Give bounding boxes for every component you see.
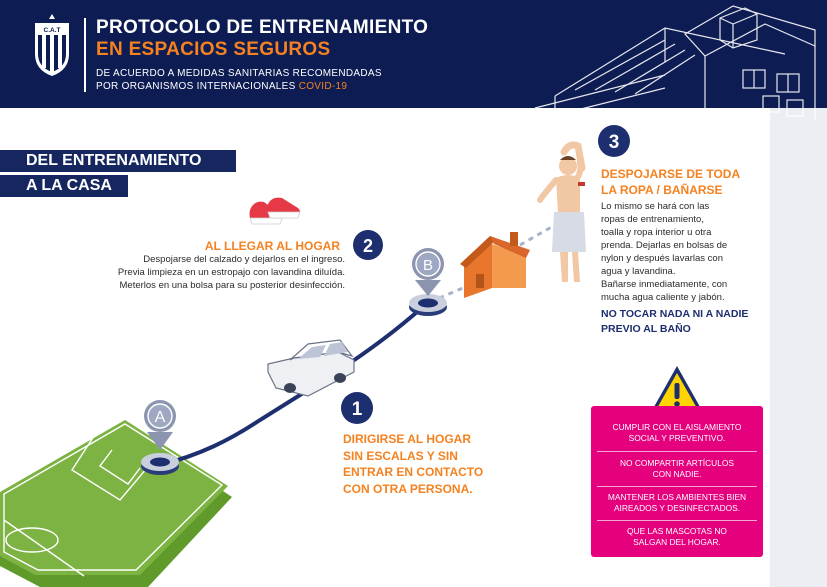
recommendation-item: MANTENER LOS AMBIENTES BIEN AIREADOS Y DESINFECTADOS. [607,492,747,513]
step-3-body-line: agua y lavandina. [601,266,676,277]
step-1-title [343,431,493,497]
end-point-base [409,294,447,316]
person-icon [540,145,586,282]
recommendation-divider [597,486,757,487]
home-icon [460,232,530,298]
step-1-title-line: ENTRAR EN CONTACTO [343,465,484,479]
recommendation-item: NO COMPARTIR ARTÍCULOS CON NADIE. [619,458,734,479]
svg-text:2: 2 [362,236,374,256]
step-2-body [60,253,345,292]
step-1-title-line: CON OTRA PERSONA. [343,481,473,496]
svg-text:3: 3 [608,132,620,153]
step-3-number [598,125,630,157]
title-line-2: EN ESPACIOS SEGUROS [96,39,331,60]
step-3-body-line: mucha agua caliente y jabón. [601,292,725,303]
pin-b-label: B [422,257,434,274]
step-2-body-line: Meterlos en una bolsa para su posterior desinfección. [119,280,345,291]
football-field-icon [0,420,232,587]
pin-b-icon [412,248,444,296]
recommendation-item: QUE LAS MASCOTAS NO SALGAN DEL HOGAR. [627,526,727,547]
no-touch-warning-line: PREVIO AL BAÑO [601,323,691,335]
step-2-number [353,230,383,260]
step-2-body-line: Despojarse del calzado y dejarlos en el ingreso. [143,254,345,265]
recommendation-item: CUMPLIR CON EL AISLAMIENTO SOCIAL Y PREVENTIVO. [612,422,742,443]
step-3-body [601,200,761,304]
start-point-base [141,453,179,475]
subtitle-prefix: POR ORGANISMOS INTERNACIONALES [96,81,296,92]
step-1-title-line: SIN ESCALAS Y SIN [343,448,458,463]
step-2-title: AL LLEGAR AL HOGAR [204,239,340,253]
step-1-number [341,392,373,424]
sneakers-icon [250,198,301,224]
car-icon [268,340,354,396]
step-3-title-line: DESPOJARSE DE TODA [601,167,741,181]
shield-text: C.A.T [43,27,61,34]
no-touch-warning-line: NO TOCAR NADA NI A NADIE [601,308,749,320]
step-1-title-line: DIRIGIRSE AL HOGAR [343,432,472,446]
step-3-title-line: LA ROPA / BAÑARSE [601,183,723,197]
covid-label: COVID-19 [298,81,348,92]
recommendation-divider [597,520,757,521]
recommendations-box [591,406,763,557]
step-3-body-line: prenda. Dejarlas en bolsas de [601,240,728,251]
svg-text:1: 1 [351,399,363,420]
no-touch-warning [601,307,761,337]
step-2-body-line: Previa limpieza en un estropajo con lavandina diluída. [117,267,345,278]
recommendation-divider [597,451,757,452]
pin-a-label: A [154,409,166,426]
step-3-body-line: nylon y después lavarlas con [601,253,723,264]
title-line-1: PROTOCOLO DE ENTRENAMIENTO [96,17,429,38]
step-3-body-line: ropas de entrenamiento, [601,214,704,225]
section-tag-line-1: DEL ENTRENAMIENTO [0,150,236,172]
section-tag-line-2: A LA CASA [0,175,128,197]
subtitle-line-1: DE ACUERDO A MEDIDAS SANITARIAS RECOMENDADAS [96,68,382,79]
step-3-title [601,166,751,198]
step-3-body-line: Lo mismo se hará con las [601,201,710,212]
step-3-body-line: Bañarse inmediatamente, con [601,279,728,290]
step-3-body-line: toalla y ropa interior u otra [601,227,712,238]
